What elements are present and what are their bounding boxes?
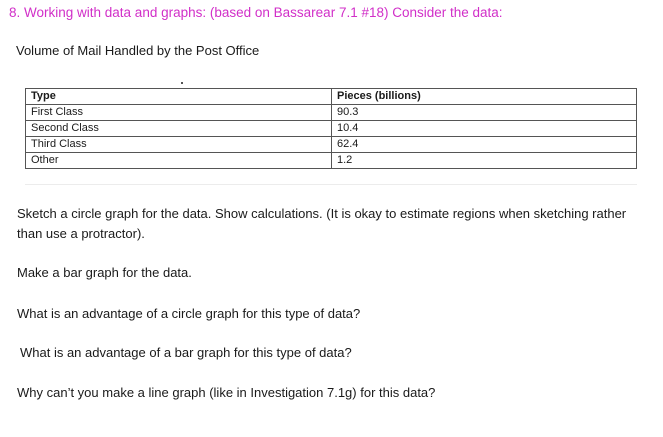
table-row <box>26 121 637 137</box>
header-pieces: Pieces (billions) <box>332 89 637 105</box>
cell-pieces: 10.4 <box>332 121 637 137</box>
table-title: Volume of Mail Handled by the Post Office <box>16 43 260 58</box>
question-circle-graph: Sketch a circle graph for the data. Show calculations. (It is okay to estimate regions when sketching rather than use a protractor). <box>17 206 627 241</box>
header-type: Type <box>26 89 332 105</box>
table-row <box>26 153 637 169</box>
table-header-row <box>26 89 637 105</box>
cell-type: Third Class <box>26 137 332 153</box>
divider <box>25 184 637 185</box>
problem-heading: 8. Working with data and graphs: (based on Bassarear 7.1 #18) Consider the data: <box>9 5 503 20</box>
question-line-graph: Why can’t you make a line graph (like in Investigation 7.1g) for this data? <box>17 385 436 400</box>
question-bar-advantage: What is an advantage of a bar graph for this type of data? <box>20 345 352 360</box>
question-circle-advantage: What is an advantage of a circle graph for this type of data? <box>17 306 361 321</box>
cell-type: First Class <box>26 105 332 121</box>
table-row <box>26 137 637 153</box>
question-bar-graph: Make a bar graph for the data. <box>17 265 192 280</box>
cell-pieces: 62.4 <box>332 137 637 153</box>
mail-volume-table <box>25 88 637 169</box>
cell-pieces: 1.2 <box>332 153 637 169</box>
table-row <box>26 105 637 121</box>
cell-pieces: 90.3 <box>332 105 637 121</box>
cell-type: Second Class <box>26 121 332 137</box>
cell-type: Other <box>26 153 332 169</box>
stray-dot <box>181 82 183 84</box>
